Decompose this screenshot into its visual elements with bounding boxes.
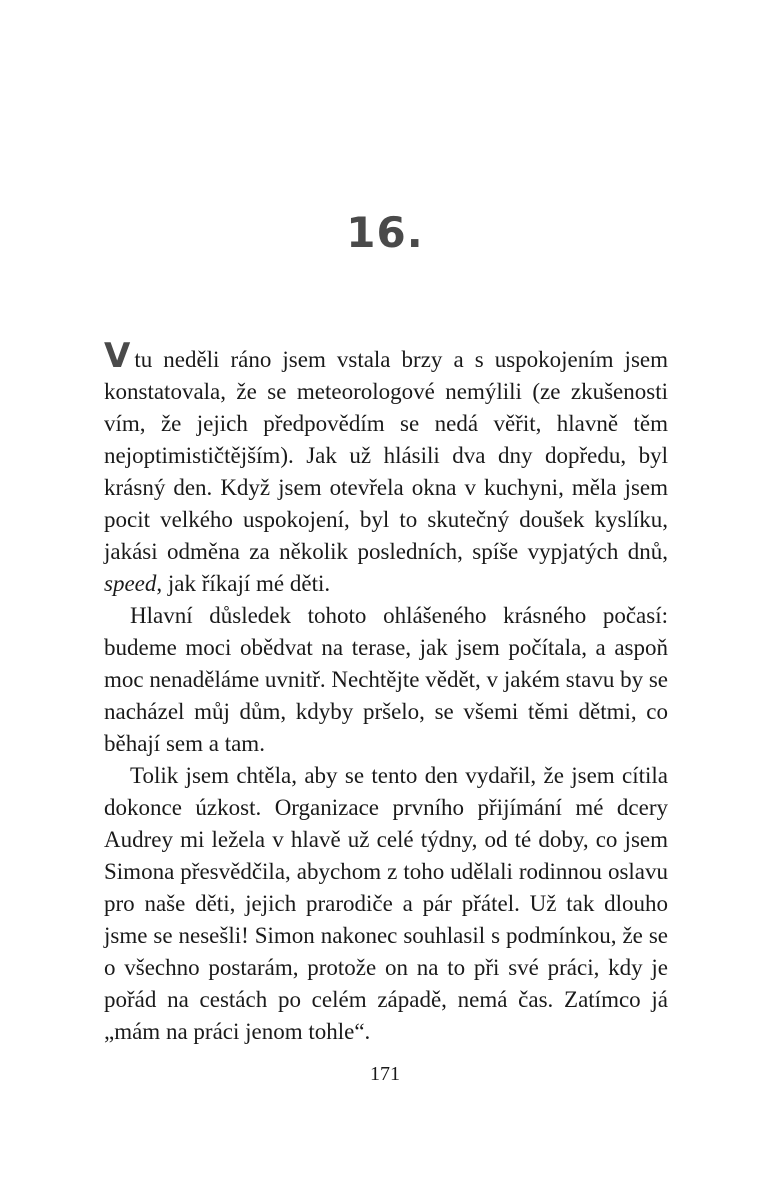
chapter-body bbox=[104, 336, 668, 1048]
paragraph-2: Hlavní důsledek tohoto ohlášeného krásného počasí: budeme moci obědvat na terase, jak jsem počítala, a aspoň moc nenaděláme uvnitř. Nechtějte vědět, v jakém stavu by se nacházel můj dům, kdyby pršelo, se všemi těmi dětmi, co běhají sem a tam. bbox=[104, 603, 668, 756]
paragraph-1 bbox=[104, 336, 668, 600]
paragraph-1-text-after: , jak říkají mé děti. bbox=[156, 571, 331, 596]
page-number: 171 bbox=[370, 1063, 400, 1085]
drop-cap: V bbox=[104, 336, 131, 376]
chapter-number: 16. bbox=[346, 208, 424, 257]
paragraph-3: Tolik jsem chtěla, aby se tento den vydařil, že jsem cítila dokonce úzkost. Organizace prvního přijímání mé dcery Audrey mi ležela v hlavě už celé týdny, od té doby, co jsem Simona přesvědčila, abychom z toho udělali rodinnou oslavu pro naše děti, jejich prarodiče a pár přátel. Už tak dlouho jsme se nesešli! Simon nakonec souhlasil s podmínkou, že se o všechno postarám, protože on na to při své práci, kdy je pořád na cestách po celém západě, nemá čas. Zatímco já „mám na práci jenom tohle“. bbox=[104, 763, 668, 1044]
paragraph-1-italic: speed bbox=[104, 571, 157, 596]
paragraph-1-text: tu neděli ráno jsem vstala brzy a s uspokojením jsem konstatovala, že se meteorologové nemýlili (ze zkušenosti vím, že jejich předpovědím se nedá věřit, hlavně těm nejoptimističtějším). Jak už hlásili dva dny dopředu, byl krásný den. Když jsem otevřela okna v kuchyni, měla jsem pocit velkého uspokojení, byl to skutečný doušek kyslíku, jakási odměna za několik posledních, spíše vypjatých dnů, bbox=[104, 347, 668, 564]
